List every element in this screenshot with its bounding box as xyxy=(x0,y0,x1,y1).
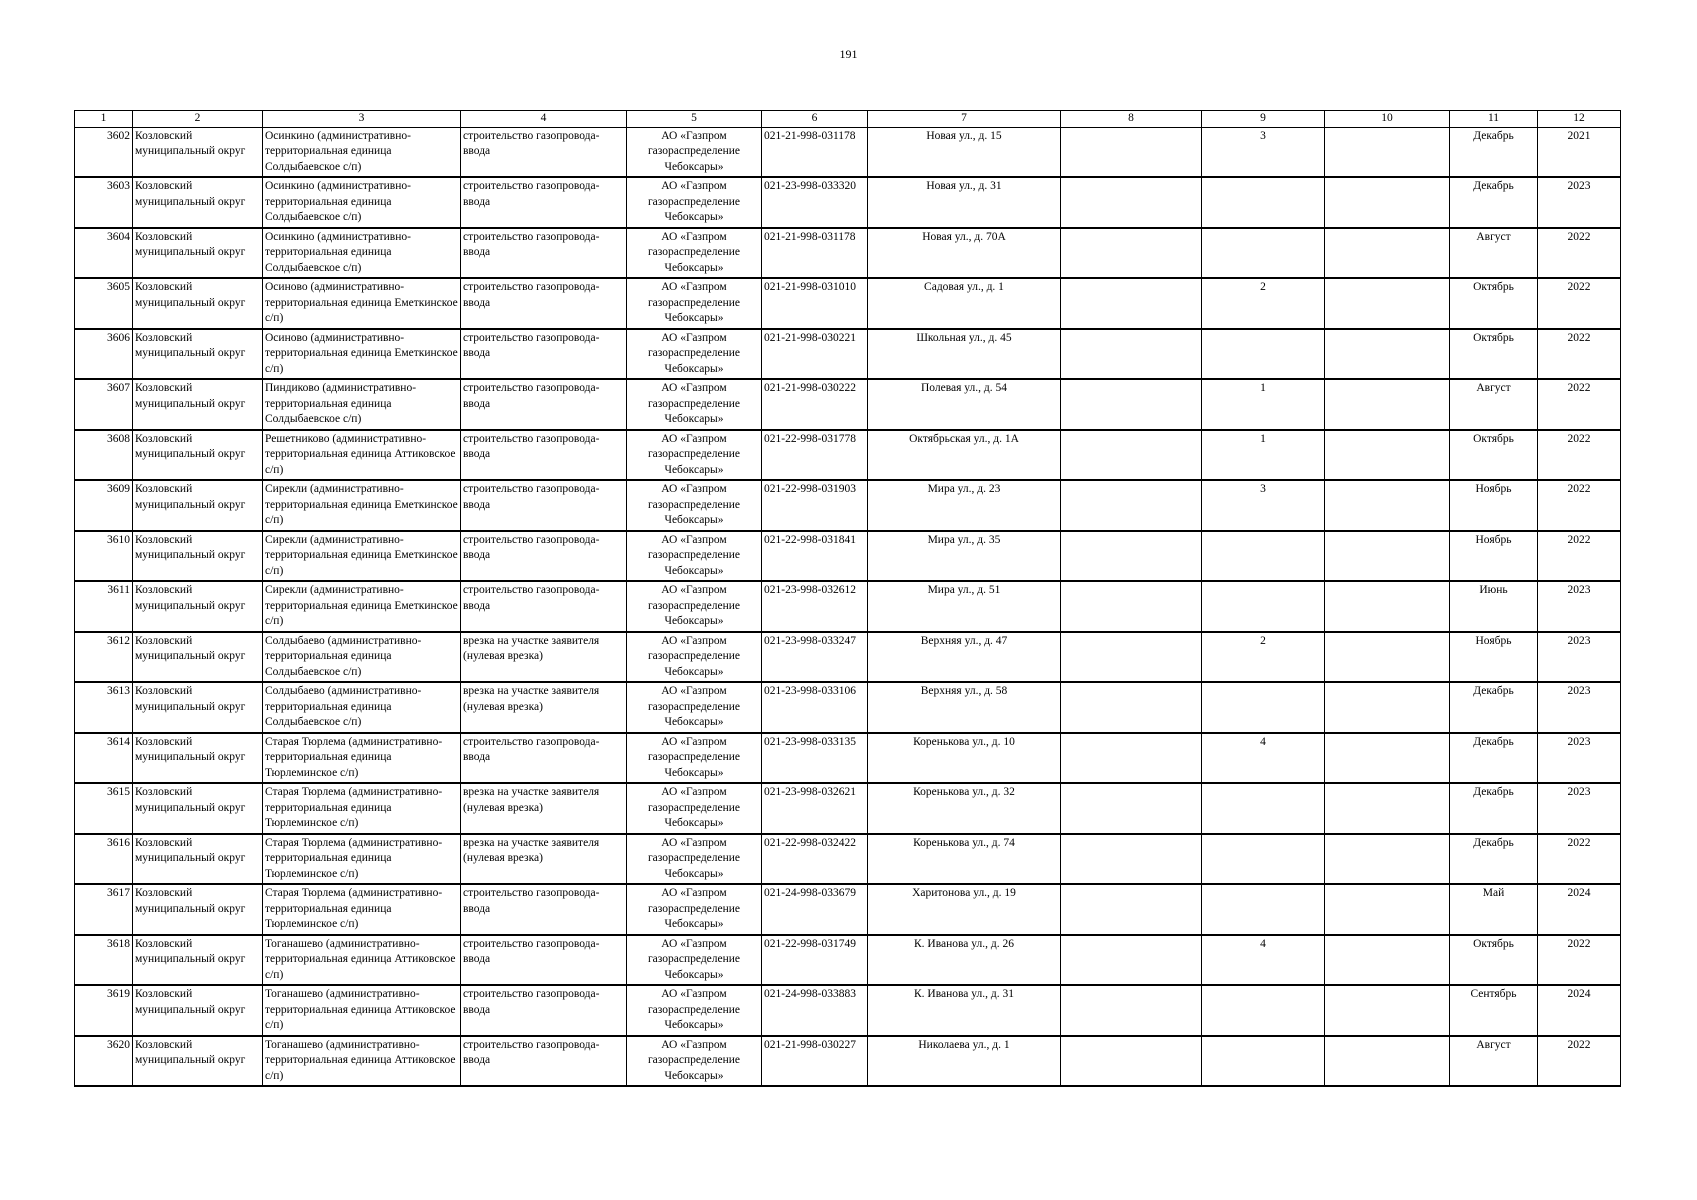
application-code-cell: 021-21-998-031178 xyxy=(762,228,868,279)
column-10-cell xyxy=(1325,379,1450,430)
locality-cell: Старая Тюрлема (административно-территориальная единица Тюрлеминское с/п) xyxy=(263,834,461,885)
locality-cell: Осиново (административно-территориальная единица Еметкинское с/п) xyxy=(263,329,461,380)
column-10-cell xyxy=(1325,581,1450,632)
column-9-cell xyxy=(1202,682,1325,733)
address-cell: Садовая ул., д. 1 xyxy=(868,278,1061,329)
district-cell: Козловский муниципальный округ xyxy=(133,127,263,177)
district-cell: Козловский муниципальный округ xyxy=(133,985,263,1036)
table-row xyxy=(75,834,1621,885)
column-9-cell xyxy=(1202,329,1325,380)
work-type-cell: строительство газопровода-ввода xyxy=(461,1036,627,1087)
work-type-cell: строительство газопровода-ввода xyxy=(461,531,627,582)
district-cell: Козловский муниципальный округ xyxy=(133,531,263,582)
row-number-cell: 3606 xyxy=(75,329,133,380)
district-cell: Козловский муниципальный округ xyxy=(133,228,263,279)
address-cell: Новая ул., д. 15 xyxy=(868,127,1061,177)
address-cell: Школьная ул., д. 45 xyxy=(868,329,1061,380)
work-type-cell: строительство газопровода-ввода xyxy=(461,733,627,784)
column-9-cell xyxy=(1202,1036,1325,1087)
column-9-cell: 2 xyxy=(1202,632,1325,683)
row-number-cell: 3604 xyxy=(75,228,133,279)
locality-cell: Пиндиково (административно-территориальная единица Солдыбаевское с/п) xyxy=(263,379,461,430)
column-8-cell xyxy=(1061,480,1202,531)
year-cell: 2023 xyxy=(1538,581,1621,632)
month-cell: Август xyxy=(1450,1036,1538,1087)
column-10-cell xyxy=(1325,127,1450,177)
column-8-cell xyxy=(1061,430,1202,481)
row-number-cell: 3618 xyxy=(75,935,133,986)
month-cell: Август xyxy=(1450,379,1538,430)
column-9-cell: 4 xyxy=(1202,733,1325,784)
year-cell: 2023 xyxy=(1538,682,1621,733)
column-8-cell xyxy=(1061,329,1202,380)
year-cell: 2022 xyxy=(1538,379,1621,430)
column-8-cell xyxy=(1061,834,1202,885)
column-10-cell xyxy=(1325,834,1450,885)
organization-cell: АО «Газпром газораспределение Чебоксары» xyxy=(627,682,762,733)
district-cell: Козловский муниципальный округ xyxy=(133,430,263,481)
table-row xyxy=(75,278,1621,329)
registry-table xyxy=(74,110,1621,1087)
address-cell: Полевая ул., д. 54 xyxy=(868,379,1061,430)
table-row xyxy=(75,228,1621,279)
application-code-cell: 021-24-998-033883 xyxy=(762,985,868,1036)
table-row xyxy=(75,884,1621,935)
organization-cell: АО «Газпром газораспределение Чебоксары» xyxy=(627,177,762,228)
address-cell: Николаева ул., д. 1 xyxy=(868,1036,1061,1087)
locality-cell: Осиново (административно-территориальная единица Еметкинское с/п) xyxy=(263,278,461,329)
application-code-cell: 021-21-998-031010 xyxy=(762,278,868,329)
year-cell: 2022 xyxy=(1538,480,1621,531)
application-code-cell: 021-21-998-030227 xyxy=(762,1036,868,1087)
row-number-cell: 3615 xyxy=(75,783,133,834)
district-cell: Козловский муниципальный округ xyxy=(133,329,263,380)
application-code-cell: 021-23-998-032612 xyxy=(762,581,868,632)
address-cell: Мира ул., д. 35 xyxy=(868,531,1061,582)
locality-cell: Сирекли (административно-территориальная единица Еметкинское с/п) xyxy=(263,581,461,632)
organization-cell: АО «Газпром газораспределение Чебоксары» xyxy=(627,531,762,582)
table-row xyxy=(75,430,1621,481)
work-type-cell: строительство газопровода-ввода xyxy=(461,581,627,632)
column-8-cell xyxy=(1061,985,1202,1036)
year-cell: 2021 xyxy=(1538,127,1621,177)
column-header: 2 xyxy=(133,111,263,128)
column-10-cell xyxy=(1325,1036,1450,1087)
locality-cell: Осинкино (административно-территориальная единица Солдыбаевское с/п) xyxy=(263,228,461,279)
work-type-cell: строительство газопровода-ввода xyxy=(461,228,627,279)
row-number-cell: 3613 xyxy=(75,682,133,733)
column-10-cell xyxy=(1325,480,1450,531)
column-10-cell xyxy=(1325,682,1450,733)
district-cell: Козловский муниципальный округ xyxy=(133,733,263,784)
locality-cell: Сирекли (административно-территориальная единица Еметкинское с/п) xyxy=(263,480,461,531)
district-cell: Козловский муниципальный округ xyxy=(133,834,263,885)
locality-cell: Осинкино (административно-территориальная единица Солдыбаевское с/п) xyxy=(263,177,461,228)
address-cell: Коренькова ул., д. 74 xyxy=(868,834,1061,885)
application-code-cell: 021-22-998-031903 xyxy=(762,480,868,531)
column-10-cell xyxy=(1325,632,1450,683)
month-cell: Декабрь xyxy=(1450,834,1538,885)
month-cell: Ноябрь xyxy=(1450,480,1538,531)
application-code-cell: 021-21-998-030221 xyxy=(762,329,868,380)
locality-cell: Тоганашево (административно-территориальная единица Аттиковское с/п) xyxy=(263,1036,461,1087)
column-header: 10 xyxy=(1325,111,1450,128)
address-cell: Харитонова ул., д. 19 xyxy=(868,884,1061,935)
table-row xyxy=(75,329,1621,380)
column-10-cell xyxy=(1325,733,1450,784)
column-header: 8 xyxy=(1061,111,1202,128)
organization-cell: АО «Газпром газораспределение Чебоксары» xyxy=(627,379,762,430)
column-10-cell xyxy=(1325,884,1450,935)
application-code-cell: 021-22-998-031841 xyxy=(762,531,868,582)
year-cell: 2022 xyxy=(1538,430,1621,481)
application-code-cell: 021-23-998-033320 xyxy=(762,177,868,228)
column-10-cell xyxy=(1325,531,1450,582)
work-type-cell: строительство газопровода-ввода xyxy=(461,480,627,531)
organization-cell: АО «Газпром газораспределение Чебоксары» xyxy=(627,228,762,279)
column-10-cell xyxy=(1325,177,1450,228)
column-9-cell: 3 xyxy=(1202,480,1325,531)
district-cell: Козловский муниципальный округ xyxy=(133,1036,263,1087)
month-cell: Октябрь xyxy=(1450,935,1538,986)
address-cell: Коренькова ул., д. 10 xyxy=(868,733,1061,784)
column-8-cell xyxy=(1061,783,1202,834)
column-8-cell xyxy=(1061,228,1202,279)
column-9-cell xyxy=(1202,834,1325,885)
column-9-cell: 4 xyxy=(1202,935,1325,986)
column-9-cell xyxy=(1202,531,1325,582)
organization-cell: АО «Газпром газораспределение Чебоксары» xyxy=(627,783,762,834)
column-header: 9 xyxy=(1202,111,1325,128)
row-number-cell: 3603 xyxy=(75,177,133,228)
organization-cell: АО «Газпром газораспределение Чебоксары» xyxy=(627,329,762,380)
application-code-cell: 021-23-998-033247 xyxy=(762,632,868,683)
row-number-cell: 3605 xyxy=(75,278,133,329)
column-9-cell xyxy=(1202,228,1325,279)
work-type-cell: врезка на участке заявителя (нулевая врезка) xyxy=(461,682,627,733)
month-cell: Октябрь xyxy=(1450,329,1538,380)
month-cell: Декабрь xyxy=(1450,177,1538,228)
year-cell: 2022 xyxy=(1538,935,1621,986)
application-code-cell: 021-23-998-033135 xyxy=(762,733,868,784)
application-code-cell: 021-22-998-031749 xyxy=(762,935,868,986)
table-row xyxy=(75,531,1621,582)
column-10-cell xyxy=(1325,228,1450,279)
column-9-cell xyxy=(1202,581,1325,632)
table-body xyxy=(75,127,1621,1086)
address-cell: Новая ул., д. 31 xyxy=(868,177,1061,228)
month-cell: Май xyxy=(1450,884,1538,935)
column-header: 6 xyxy=(762,111,868,128)
row-number-cell: 3616 xyxy=(75,834,133,885)
column-8-cell xyxy=(1061,1036,1202,1087)
column-8-cell xyxy=(1061,127,1202,177)
row-number-cell: 3607 xyxy=(75,379,133,430)
column-8-cell xyxy=(1061,581,1202,632)
locality-cell: Солдыбаево (административно-территориальная единица Солдыбаевское с/п) xyxy=(263,632,461,683)
locality-cell: Сирекли (административно-территориальная единица Еметкинское с/п) xyxy=(263,531,461,582)
table-row xyxy=(75,1036,1621,1087)
row-number-cell: 3620 xyxy=(75,1036,133,1087)
district-cell: Козловский муниципальный округ xyxy=(133,278,263,329)
column-9-cell xyxy=(1202,177,1325,228)
table-row xyxy=(75,177,1621,228)
row-number-cell: 3602 xyxy=(75,127,133,177)
column-9-cell xyxy=(1202,985,1325,1036)
year-cell: 2023 xyxy=(1538,632,1621,683)
column-header: 4 xyxy=(461,111,627,128)
district-cell: Козловский муниципальный округ xyxy=(133,935,263,986)
column-10-cell xyxy=(1325,329,1450,380)
year-cell: 2022 xyxy=(1538,278,1621,329)
address-cell: Новая ул., д. 70А xyxy=(868,228,1061,279)
column-8-cell xyxy=(1061,379,1202,430)
work-type-cell: строительство газопровода-ввода xyxy=(461,278,627,329)
application-code-cell: 021-21-998-031178 xyxy=(762,127,868,177)
organization-cell: АО «Газпром газораспределение Чебоксары» xyxy=(627,278,762,329)
row-number-cell: 3612 xyxy=(75,632,133,683)
locality-cell: Тоганашево (административно-территориальная единица Аттиковское с/п) xyxy=(263,985,461,1036)
column-9-cell xyxy=(1202,884,1325,935)
row-number-cell: 3617 xyxy=(75,884,133,935)
address-cell: Мира ул., д. 51 xyxy=(868,581,1061,632)
address-cell: Коренькова ул., д. 32 xyxy=(868,783,1061,834)
organization-cell: АО «Газпром газораспределение Чебоксары» xyxy=(627,733,762,784)
row-number-cell: 3609 xyxy=(75,480,133,531)
column-9-cell: 1 xyxy=(1202,379,1325,430)
address-cell: Мира ул., д. 23 xyxy=(868,480,1061,531)
row-number-cell: 3619 xyxy=(75,985,133,1036)
column-header: 12 xyxy=(1538,111,1621,128)
work-type-cell: строительство газопровода-ввода xyxy=(461,379,627,430)
work-type-cell: врезка на участке заявителя (нулевая врезка) xyxy=(461,632,627,683)
month-cell: Декабрь xyxy=(1450,733,1538,784)
organization-cell: АО «Газпром газораспределение Чебоксары» xyxy=(627,834,762,885)
column-header: 11 xyxy=(1450,111,1538,128)
month-cell: Декабрь xyxy=(1450,127,1538,177)
table-row xyxy=(75,682,1621,733)
column-9-cell xyxy=(1202,783,1325,834)
work-type-cell: врезка на участке заявителя (нулевая врезка) xyxy=(461,783,627,834)
table-row xyxy=(75,379,1621,430)
year-cell: 2023 xyxy=(1538,783,1621,834)
year-cell: 2024 xyxy=(1538,985,1621,1036)
month-cell: Октябрь xyxy=(1450,430,1538,481)
month-cell: Декабрь xyxy=(1450,682,1538,733)
organization-cell: АО «Газпром газораспределение Чебоксары» xyxy=(627,985,762,1036)
application-code-cell: 021-24-998-033679 xyxy=(762,884,868,935)
month-cell: Ноябрь xyxy=(1450,531,1538,582)
column-8-cell xyxy=(1061,733,1202,784)
table-row xyxy=(75,985,1621,1036)
row-number-cell: 3610 xyxy=(75,531,133,582)
year-cell: 2023 xyxy=(1538,733,1621,784)
column-8-cell xyxy=(1061,884,1202,935)
year-cell: 2022 xyxy=(1538,329,1621,380)
column-10-cell xyxy=(1325,430,1450,481)
table-row xyxy=(75,733,1621,784)
year-cell: 2022 xyxy=(1538,834,1621,885)
row-number-cell: 3608 xyxy=(75,430,133,481)
year-cell: 2022 xyxy=(1538,1036,1621,1087)
month-cell: Сентябрь xyxy=(1450,985,1538,1036)
column-9-cell: 3 xyxy=(1202,127,1325,177)
address-cell: Октябрьская ул., д. 1А xyxy=(868,430,1061,481)
column-header: 5 xyxy=(627,111,762,128)
header-row xyxy=(75,111,1621,128)
district-cell: Козловский муниципальный округ xyxy=(133,480,263,531)
district-cell: Козловский муниципальный округ xyxy=(133,379,263,430)
work-type-cell: врезка на участке заявителя (нулевая врезка) xyxy=(461,834,627,885)
table-row xyxy=(75,480,1621,531)
organization-cell: АО «Газпром газораспределение Чебоксары» xyxy=(627,430,762,481)
locality-cell: Решетниково (административно-территориальная единица Аттиковское с/п) xyxy=(263,430,461,481)
year-cell: 2023 xyxy=(1538,177,1621,228)
page-number: 191 xyxy=(839,47,858,61)
district-cell: Козловский муниципальный округ xyxy=(133,884,263,935)
locality-cell: Старая Тюрлема (административно-территориальная единица Тюрлеминское с/п) xyxy=(263,733,461,784)
application-code-cell: 021-22-998-032422 xyxy=(762,834,868,885)
address-cell: К. Иванова ул., д. 26 xyxy=(868,935,1061,986)
address-cell: Верхняя ул., д. 47 xyxy=(868,632,1061,683)
organization-cell: АО «Газпром газораспределение Чебоксары» xyxy=(627,127,762,177)
month-cell: Июнь xyxy=(1450,581,1538,632)
locality-cell: Осинкино (административно-территориальная единица Солдыбаевское с/п) xyxy=(263,127,461,177)
column-9-cell: 1 xyxy=(1202,430,1325,481)
work-type-cell: строительство газопровода-ввода xyxy=(461,985,627,1036)
column-10-cell xyxy=(1325,935,1450,986)
locality-cell: Старая Тюрлема (административно-территориальная единица Тюрлеминское с/п) xyxy=(263,783,461,834)
month-cell: Декабрь xyxy=(1450,783,1538,834)
column-8-cell xyxy=(1061,632,1202,683)
address-cell: К. Иванова ул., д. 31 xyxy=(868,985,1061,1036)
year-cell: 2022 xyxy=(1538,531,1621,582)
row-number-cell: 3614 xyxy=(75,733,133,784)
column-8-cell xyxy=(1061,531,1202,582)
locality-cell: Тоганашево (административно-территориальная единица Аттиковское с/п) xyxy=(263,935,461,986)
table-row xyxy=(75,632,1621,683)
locality-cell: Солдыбаево (административно-территориальная единица Солдыбаевское с/п) xyxy=(263,682,461,733)
month-cell: Ноябрь xyxy=(1450,632,1538,683)
row-number-cell: 3611 xyxy=(75,581,133,632)
column-8-cell xyxy=(1061,682,1202,733)
work-type-cell: строительство газопровода-ввода xyxy=(461,935,627,986)
district-cell: Козловский муниципальный округ xyxy=(133,177,263,228)
application-code-cell: 021-21-998-030222 xyxy=(762,379,868,430)
table-row xyxy=(75,783,1621,834)
work-type-cell: строительство газопровода-ввода xyxy=(461,884,627,935)
column-header: 3 xyxy=(263,111,461,128)
column-10-cell xyxy=(1325,278,1450,329)
work-type-cell: строительство газопровода-ввода xyxy=(461,430,627,481)
year-cell: 2022 xyxy=(1538,228,1621,279)
column-header: 7 xyxy=(868,111,1061,128)
application-code-cell: 021-22-998-031778 xyxy=(762,430,868,481)
application-code-cell: 021-23-998-033106 xyxy=(762,682,868,733)
organization-cell: АО «Газпром газораспределение Чебоксары» xyxy=(627,935,762,986)
table-row xyxy=(75,935,1621,986)
district-cell: Козловский муниципальный округ xyxy=(133,581,263,632)
month-cell: Август xyxy=(1450,228,1538,279)
organization-cell: АО «Газпром газораспределение Чебоксары» xyxy=(627,480,762,531)
work-type-cell: строительство газопровода-ввода xyxy=(461,127,627,177)
column-8-cell xyxy=(1061,935,1202,986)
organization-cell: АО «Газпром газораспределение Чебоксары» xyxy=(627,581,762,632)
district-cell: Козловский муниципальный округ xyxy=(133,682,263,733)
column-10-cell xyxy=(1325,985,1450,1036)
address-cell: Верхняя ул., д. 58 xyxy=(868,682,1061,733)
column-10-cell xyxy=(1325,783,1450,834)
column-9-cell: 2 xyxy=(1202,278,1325,329)
table-row xyxy=(75,581,1621,632)
column-8-cell xyxy=(1061,278,1202,329)
district-cell: Козловский муниципальный округ xyxy=(133,783,263,834)
locality-cell: Старая Тюрлема (административно-территориальная единица Тюрлеминское с/п) xyxy=(263,884,461,935)
organization-cell: АО «Газпром газораспределение Чебоксары» xyxy=(627,1036,762,1087)
organization-cell: АО «Газпром газораспределение Чебоксары» xyxy=(627,884,762,935)
year-cell: 2024 xyxy=(1538,884,1621,935)
column-header: 1 xyxy=(75,111,133,128)
application-code-cell: 021-23-998-032621 xyxy=(762,783,868,834)
district-cell: Козловский муниципальный округ xyxy=(133,632,263,683)
table-row xyxy=(75,127,1621,177)
work-type-cell: строительство газопровода-ввода xyxy=(461,177,627,228)
month-cell: Октябрь xyxy=(1450,278,1538,329)
column-8-cell xyxy=(1061,177,1202,228)
work-type-cell: строительство газопровода-ввода xyxy=(461,329,627,380)
organization-cell: АО «Газпром газораспределение Чебоксары» xyxy=(627,632,762,683)
